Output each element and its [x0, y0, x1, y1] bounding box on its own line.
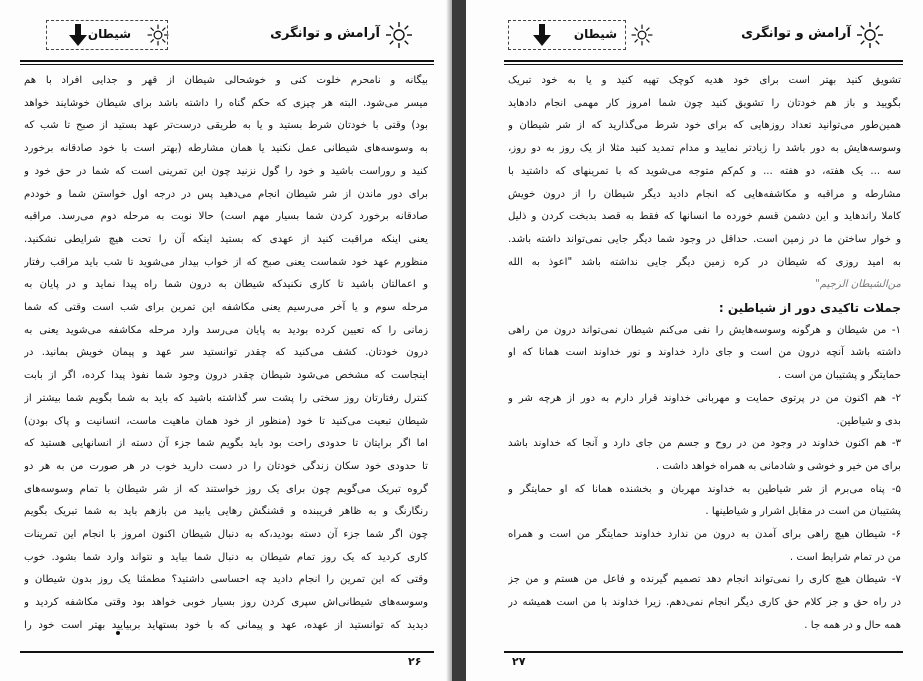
text-line: بگویید و باز هم خودتان را تشویق کنید چون شما امروز کار مهمی انجام دادهاید [508, 97, 901, 109]
text-line: شیطان تبعیت می‌کنید تا خود (منظور از خود همان ماهیت ماست، انسانیت و پاک بودن) [24, 415, 428, 427]
text-line: صادقانه برخورد کردن شما بسیار مهم است) حالا نوبت به مرحله دوم می‌رسد. مراقبه [24, 211, 428, 223]
text-line: بیگانه و نامحرم خلوت کنی و خوشحالی شیطان از قهر و جدایی افراد با هم [24, 75, 428, 86]
affirmation-line: ۷- شیطان هیچ کاری را نمی‌تواند انجام دهد تصمیم گیرنده و فاعل من هستم و من جز [508, 574, 901, 586]
text-line: مشارطه و مراقبه و مکاشفه‌هایی که انجام دادید دیگر شیطان را از درون خویش [508, 188, 901, 200]
chapter-label: شیطان [573, 27, 617, 41]
text-line: اما اگر برایتان تا حدودی راحت بود باید بگویم شما جزء آن دسته از انسانهایی هستید که [24, 438, 428, 450]
text-line: و خوار ساختن ما در زمین است. حداقل در وجود شما دیگر جایی نمی‌تواند داشته باشد. [508, 233, 901, 245]
affirmation-line: در راه حق و جز کلام حق کاری دیگر انجام نمی‌دهم. زیرا خداوند با من است همیشه در [508, 597, 901, 609]
text-line: میسر می‌شود. البته هر چیزی که حکم گناه را داشته باشد برای شیطان خوشایند خواهد [24, 97, 428, 109]
text-line: کاملا راندهاید و این دشمن قسم خورده ما انسانها که فقط به قصد بدبخت کردن و ذلیل [508, 211, 901, 223]
text-line: به وسوسه‌های شیطانی عمل نکنید یا همان مشارطه (بهتر است با خود صادقانه برخورد [24, 143, 428, 155]
text-line: تشویق کنید بهتر است برای خود هدیه کوچک تهیه کنید و یا به خود تبریک [508, 75, 901, 86]
affirmation-line: من در تمام شرایط است . [789, 551, 901, 563]
header-rule [504, 60, 903, 62]
page-number: ۲۶ [408, 655, 422, 668]
text-line: منظورم عهد خود شماست یعنی صبح که از خواب بیدار می‌شوید تا شب باید مراقب رفتار [24, 256, 428, 268]
right-page [466, 0, 923, 681]
text-line: کنترل رفتارتان روز سختی را پشت سر گذاشته باشید که باید به شما بگویم شما بیشتر از [24, 392, 428, 404]
section-heading: جملات تاکیدی دور از شیاطین : [718, 301, 901, 316]
text-line: تا حدودی خود سکان زندگی خودتان را در دست دارید خوب در هر صورت من به هر دو [24, 460, 428, 472]
page-body [508, 70, 901, 638]
sun-icon [145, 22, 171, 48]
affirmation-line: پشتیبان من است در مقابل اشرار و شیاطینها . [705, 506, 901, 518]
arrow-down-icon [533, 24, 551, 46]
header-rule-thin [20, 64, 434, 65]
text-line: و اعمالتان باشید تا کاری نکنیدکه شیطان به درون شما راه پیدا نماید و در پایان به [24, 279, 428, 291]
affirmation-line: همه حال و در همه جا . [804, 619, 901, 631]
text-line: چون اگر شما جزء آن دسته بودید،که به دنبال شیطان اکنون امروز با انجام این تمرینات [24, 529, 428, 541]
quote-line: من‌الشیطان الرجیم" [815, 279, 901, 291]
text-line: زمانی را که تعیین کرده بودید به پایان می‌رسد وارد مرحله مکاشفه می‌شوید یعنی به [24, 324, 428, 336]
text-line: یعنی اینکه مراقبت کنید از عهدی که بستید اینکه آن را تحت هیچ شرایطی نشکنید. [24, 233, 428, 245]
page-header [46, 18, 432, 54]
text-line: مرحله سوم و یا آخر می‌رسیم یعنی مکاشفه این تمرین برای شب است وقتی که شما [24, 302, 428, 314]
affirmation-line: ۲- هم اکنون من در پرتوی حمایت و مهربانی خداوند قرار دارم به دور از هرچه شر و [508, 392, 901, 404]
text-line: کاری کردید که یک روز تمام شیطان به دنبال شما بیاید و نتواند وارد شما بشود. خوب [24, 551, 428, 563]
ink-dot [116, 631, 120, 635]
affirmation-line: ۶- شیطان هیچ راهی برای آمدن به درون من ندارد خداوند حمایتگر من است و همراه [508, 529, 901, 541]
page-number: ۲۷ [512, 655, 526, 668]
text-line: به امید روزی که شیطان در کره زمین دیگر جایی نداشته باشد "اعوذ به الله [508, 256, 901, 268]
text-line: بود) وقتی با خودتان شرط بستید و یا به طریقی درست‌تر عهد بستید از صبح تا شب که [24, 120, 428, 132]
text-line: برای دور ماندن از شر شیطان انجام می‌دهید پس در درجه اول خواستن شما و خوددم [24, 188, 428, 200]
affirmation-line: بدی و شیاطین. [836, 415, 901, 427]
page-body [24, 70, 428, 638]
chapter-label: شیطان [87, 27, 131, 41]
sun-icon [384, 20, 414, 50]
affirmation-line: برای من خیر و خوشی و شادمانی به همراه خواهد داشت . [655, 460, 901, 472]
affirmation-line: حمایتگر و پشتیبان من است . [777, 370, 901, 382]
text-line: اینجاست که مشخص می‌شود شیطان چقدر درون وجود شما نفوذ پیدا کرده، اگر از بابت [24, 370, 428, 382]
text-line: رنگارنگ و به ظاهر فریبنده و قشنگش رهایی یابید من بازهم باید به شما تبریک بگویم [24, 506, 428, 518]
chapter-box [46, 20, 168, 50]
header-rule [20, 60, 434, 62]
page-header [508, 18, 903, 54]
sun-icon [855, 20, 885, 50]
text-line: کنید و روراست باشید و خود را گول نزنید چون این تمرینی است که شما در حق خود و [24, 165, 428, 177]
text-line: دیدید که توانستید از عهده، عهد و پیمانی که با خود بستهاید بربیایید بهتر است خود را [24, 619, 428, 631]
text-line: وسوسه‌هایش به دور باشد را زیادتر نمایید و مدام تمدید کنید مثلا از یک روز به دو روز، [508, 143, 901, 155]
footer-rule [20, 651, 434, 653]
text-line: گروه تبریک می‌گویم چون برای یک روز خواستند که از شر شیطان با تمام وسوسه‌های [24, 483, 428, 495]
book-gutter [452, 0, 466, 681]
arrow-down-icon [69, 24, 87, 46]
chapter-box [508, 20, 626, 50]
sun-icon [629, 22, 655, 48]
affirmation-line: ۱- من شیطان و هرگونه وسوسه‌هایش را نفی می‌کنم شیطان نمی‌تواند درون من راهی [508, 324, 901, 336]
book-title: آرامش و توانگری [741, 26, 851, 41]
book-title: آرامش و توانگری [270, 26, 380, 41]
left-page [0, 0, 452, 681]
header-rule-thin [504, 64, 903, 65]
text-line: درون خودتان. کشف می‌کنید که چقدر توانستید سر عهد و پیمان خویش بمانید. در [24, 347, 428, 359]
affirmation-line: ۵- پناه می‌برم از شر شیاطین به خداوند مهربان و بخشنده همانا که او حمایتگر و [508, 483, 901, 495]
footer-rule [504, 651, 903, 653]
text-line: همین‌طور می‌توانید تعداد روزهایی که برای خود شرط می‌گذارید که از شر شیطان و [508, 120, 901, 132]
text-line: سه ... یک هفته، دو هفته ... و کم‌کم متوجه می‌شوید که با تمرینهای که داشتید با [508, 165, 901, 177]
text-line: وقتی که این تمرین را انجام دادید چه احساسی داشتید؟ مطمئنا یک روز بدون شیطان و [24, 574, 428, 586]
text-line: وسوسه‌های شیطانی‌اش سپری کردن روز بسیار خوبی خواهد بود وقتی مکاشفه کردید و [24, 597, 428, 609]
affirmation-line: ۳- هم اکنون خداوند در وجود من در روح و جسم من جای دارد و آنجا که خداوند باشد [508, 438, 901, 450]
affirmation-line: داشته باشد آنچه درون من است و جای دارد خداوند و نور خداوند است همانا که او [508, 347, 901, 359]
